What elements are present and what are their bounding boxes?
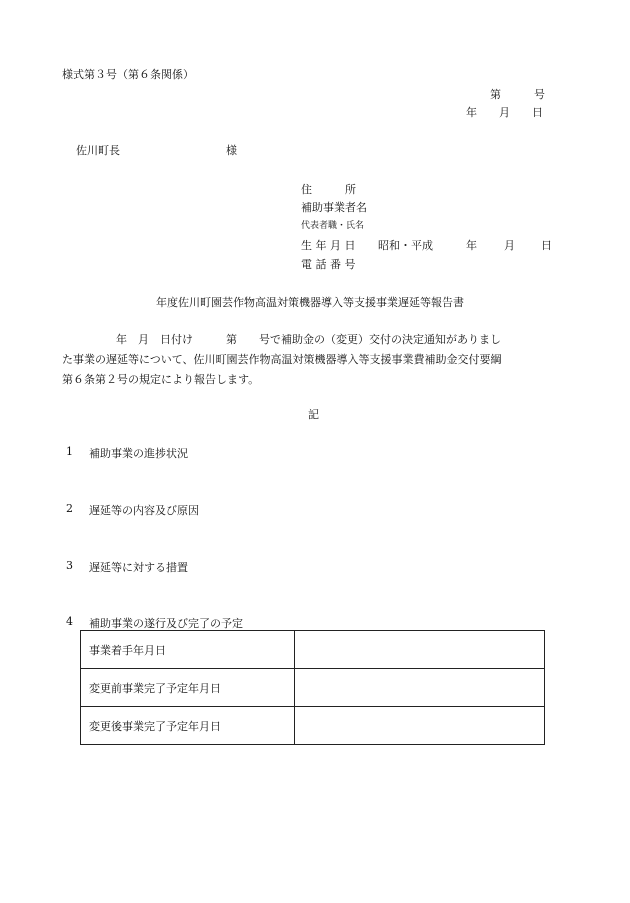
- schedule-after-change-value[interactable]: [295, 707, 545, 745]
- applicant-business-name-label: 補助事業者名: [301, 201, 367, 214]
- section-3-title: 遅延等に対する措置: [89, 561, 188, 574]
- note-marker: 記: [308, 408, 319, 421]
- report-date: 年 月 日: [466, 106, 543, 119]
- section-3-number: 3: [66, 559, 73, 572]
- table-row: [81, 669, 545, 707]
- applicant-birthdate-year: 年: [466, 239, 477, 252]
- intro-line-3: 第６条第２号の規定により報告します。: [62, 373, 260, 386]
- document-number: 第 号: [490, 88, 545, 101]
- table-row: [81, 631, 545, 669]
- applicant-phone-label: 電 話 番 号: [301, 258, 356, 271]
- section-1-title: 補助事業の進捗状況: [89, 447, 188, 460]
- section-2-number: 2: [66, 502, 73, 515]
- applicant-birthdate-era: 昭和・平成: [378, 239, 433, 252]
- section-2-title: 遅延等の内容及び原因: [89, 504, 199, 517]
- form-number: 様式第３号（第６条関係）: [62, 68, 194, 81]
- addressee-honorific: 様: [226, 144, 237, 157]
- applicant-birthdate-day: 日: [541, 239, 552, 252]
- intro-line-1: 年 月 日付け 第 号で補助金の（変更）交付の決定通知がありまし: [116, 333, 501, 346]
- document-title: 年度佐川町園芸作物高温対策機器導入等支援事業遅延等報告書: [156, 296, 464, 309]
- applicant-representative-label: 代表者職・氏名: [301, 221, 365, 231]
- schedule-before-change-label: 変更前事業完了予定年月日: [81, 669, 295, 707]
- section-4-number: 4: [66, 615, 73, 628]
- schedule-start-date-value[interactable]: [295, 631, 545, 669]
- intro-line-2: た事業の遅延等について、佐川町園芸作物高温対策機器導入等支援事業費補助金交付要綱: [62, 353, 502, 366]
- applicant-birthdate-label: 生 年 月 日: [301, 239, 356, 252]
- section-1-number: 1: [66, 445, 73, 458]
- applicant-birthdate-month: 月: [504, 239, 515, 252]
- schedule-table: [80, 630, 545, 745]
- applicant-address-label: 住 所: [301, 183, 356, 196]
- section-4-title: 補助事業の遂行及び完了の予定: [89, 617, 243, 630]
- schedule-before-change-value[interactable]: [295, 669, 545, 707]
- schedule-start-date-label: 事業着手年月日: [81, 631, 295, 669]
- addressee-name: 佐川町長: [76, 144, 120, 157]
- schedule-after-change-label: 変更後事業完了予定年月日: [81, 707, 295, 745]
- table-row: [81, 707, 545, 745]
